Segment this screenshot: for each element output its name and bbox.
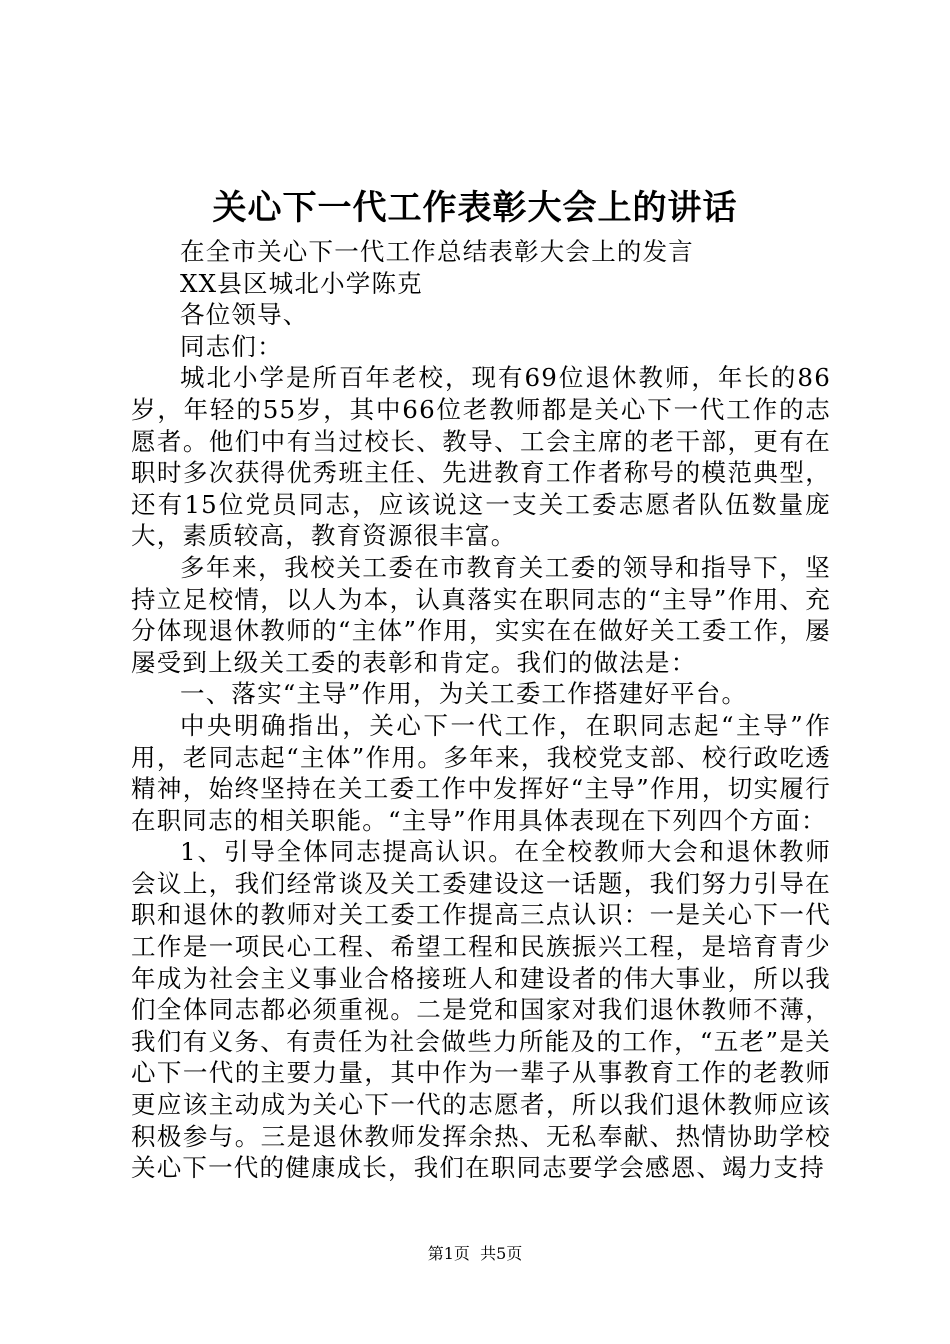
speaker-line: XX县区城北小学陈克 xyxy=(180,268,423,298)
speech-heading: 在全市关心下一代工作总结表彰大会上的发言 xyxy=(180,237,694,266)
body-paragraph: 城北小学是所百年老校，现有69位退休教师，年长的86岁，年轻的55岁，其中66位老教师都是关心下一代工作的志愿者。他们中有当过校长、教导、工会主席的老干部，更有在职时多次获得优秀班主任、先进教育工作者称号的模范典型，还有15位党员同志，应该说这一支关工委志愿者队伍数量庞大，素质较高，教育资源很丰富。 xyxy=(131,363,831,551)
body-paragraph: 中央明确指出，关心下一代工作，在职同志起“主导”作用，老同志起“主体”作用。多年来，我校党支部、校行政吃透精神，始终坚持在关工委工作中发挥好“主导”作用，切实履行在职同志的相关职能。“主导”作用具体表现在下列四个方面： xyxy=(131,710,831,835)
document-title: 关心下一代工作表彰大会上的讲话 xyxy=(212,188,738,228)
salutation-comrades: 同志们： xyxy=(180,331,283,361)
body-paragraph: 多年来，我校关工委在市教育关工委的领导和指导下，坚持立足校情，以人为本，认真落实在职同志的“主导”作用、充分体现退休教师的“主体”作用，实实在在做好关工委工作，屡屡受到上级关工委的表彰和肯定。我们的做法是： xyxy=(131,552,831,677)
section-heading: 一、落实“主导”作用，为关工委工作搭建好平台。 xyxy=(180,679,748,709)
salutation-leaders: 各位领导、 xyxy=(180,300,309,330)
body-paragraph: 1、引导全体同志提高认识。在全校教师大会和退休教师会议上，我们经常谈及关工委建设这一话题，我们努力引导在职和退休的教师对关工委工作提高三点认识：一是关心下一代工作是一项民心工程、希望工程和民族振兴工程，是培育青少年成为社会主义事业合格接班人和建设者的伟大事业，所以我们全体同志都必须重视。二是党和国家对我们退休教师不薄，我们有义务、有责任为社会做些力所能及的工作，“五老”是关心下一代的主要力量，其中作为一辈子从事教育工作的老教师更应该主动成为关心下一代的志愿者，所以我们退休教师应该积极参与。三是退休教师发挥余热、无私奉献、热情协助学校关心下一代的健康成长，我们在职同志要学会感恩、竭力支持 xyxy=(131,837,831,1183)
page-number-footer: 第1页 共5页 xyxy=(427,1244,523,1263)
document-body xyxy=(131,236,831,1184)
